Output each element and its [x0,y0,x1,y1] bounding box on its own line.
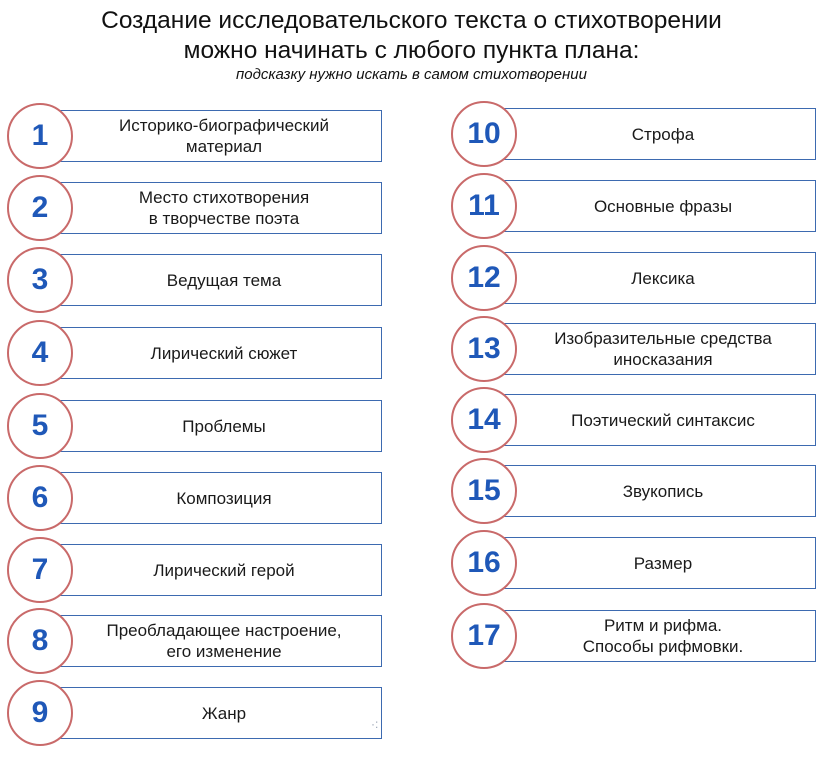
title-line-1: Создание исследовательского текста о стихотворении [101,7,722,34]
plan-item-number: 5 [7,393,73,459]
plan-item-number: 16 [451,530,517,596]
plan-item-number: 14 [451,387,517,453]
plan-item-box [42,472,382,524]
plan-item-number: 7 [7,537,73,603]
plan-item-number: 17 [451,603,517,669]
plan-item-box [42,687,382,739]
plan-item-text: Жанр [201,703,247,723]
plan-item-number: 9 [7,680,73,746]
plan-item-box [42,254,382,306]
page-subtitle: подсказку нужно искать в самом стихотворении [236,66,587,83]
plan-item-box [486,394,816,446]
plan-item-number: 15 [451,458,517,524]
plan-item-box [42,400,382,452]
plan-item-text: Преобладающее настроение, его изменение [106,621,342,661]
page-title [0,6,823,66]
header [0,0,823,84]
plan-item-number: 4 [7,320,73,386]
corner-mark: ·: [371,717,379,731]
plan-item-box [486,180,816,232]
plan-item-text: Основные фразы [593,196,733,216]
plan-item-box [486,323,816,375]
plan-item-number: 6 [7,465,73,531]
plan-item-text: Строфа [631,124,695,144]
title-line-2: можно начинать с любого пункта плана: [183,37,640,64]
plan-item-box [486,108,816,160]
plan-item-box [42,110,382,162]
plan-item-text: Изобразительные средства иносказания [554,329,772,369]
plan-item-text: Лирический сюжет [150,343,298,363]
plan-item-number: 12 [451,245,517,311]
plan-item-box [42,182,382,234]
plan-item-text: Лексика [631,268,695,288]
plan-item-box [42,327,382,379]
plan-item-number: 8 [7,608,73,674]
plan-item-box [486,610,816,662]
plan-item-text: Ведущая тема [166,270,282,290]
plan-item-number: 1 [7,103,73,169]
plan-item-number: 11 [451,173,517,239]
plan-item-number: 13 [451,316,517,382]
plan-item-number: 10 [451,101,517,167]
plan-item-box [42,615,382,667]
plan-item-number: 2 [7,175,73,241]
plan-item-box [42,544,382,596]
plan-item-text: Проблемы [182,416,266,436]
plan-item-text: Размер [633,553,693,573]
plan-item-box [486,252,816,304]
plan-item-box [486,465,816,517]
plan-item-text: Звукопись [622,481,704,501]
plan-item-text: Лирический герой [153,560,295,580]
plan-item-text: Композиция [176,488,272,508]
plan-item-text: Историко-биографический материал [119,116,329,156]
plan-item-box [486,537,816,589]
plan-item-text: Место стихотворения в творчестве поэта [138,188,310,228]
plan-item-text: Ритм и рифма. Способы рифмовки. [582,616,744,656]
plan-item-number: 3 [7,247,73,313]
plan-item-text: Поэтический синтаксис [571,410,755,430]
